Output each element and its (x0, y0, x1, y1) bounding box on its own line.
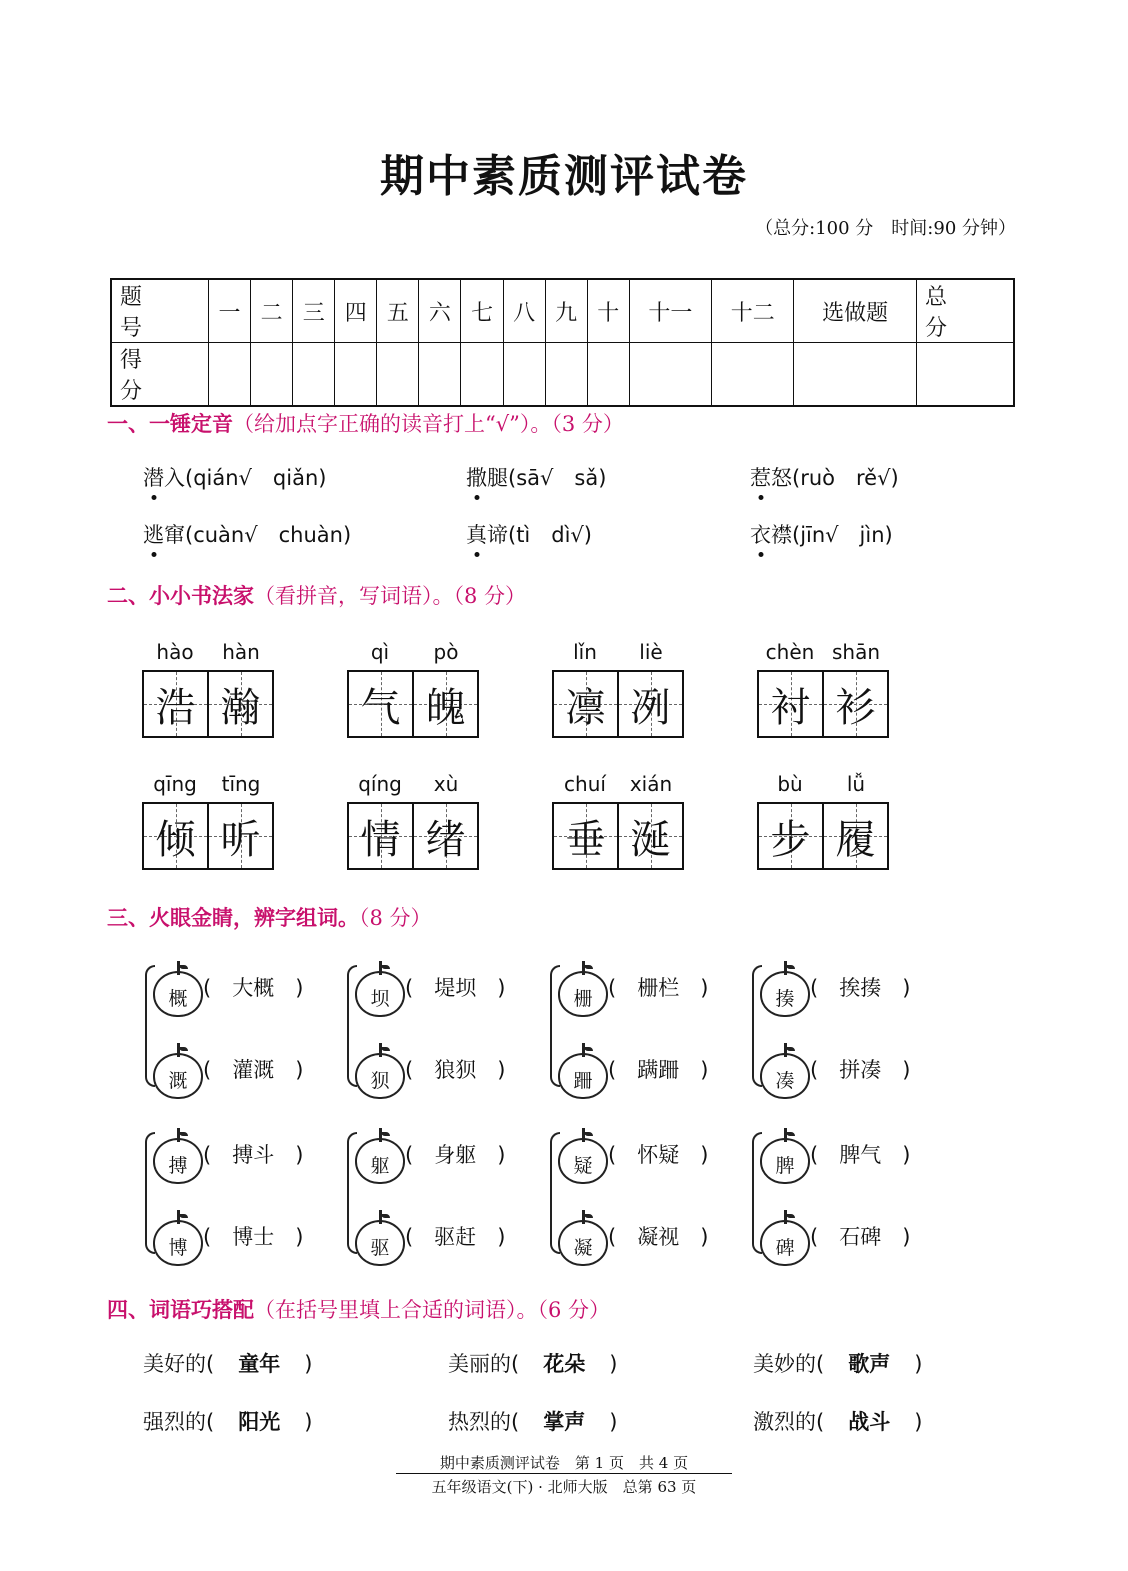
pinyin-row (347, 772, 481, 802)
dotted-char: 衣 (750, 519, 771, 549)
word-answer[interactable]: ( 灌溉 ) (203, 1058, 304, 1082)
apple-icon (558, 1053, 608, 1099)
score-header-cell: 四 (335, 279, 377, 343)
apple-char: 驱 (370, 1236, 390, 1259)
dotted-char: 惹 (750, 462, 771, 492)
writing-pair (142, 640, 276, 738)
score-input-cell[interactable] (293, 343, 335, 407)
score-input-cell[interactable] (209, 343, 251, 407)
collocation-item (753, 1348, 922, 1378)
grid-cell (759, 804, 822, 868)
written-char: 魄 (425, 684, 466, 731)
word-answer[interactable]: ( 驱赶 ) (405, 1225, 506, 1249)
apple-icon (355, 1138, 405, 1184)
writing-pair (347, 772, 481, 870)
close-paren: ) (609, 1352, 618, 1376)
close-paren: ) (304, 1352, 313, 1376)
collocation-label: 美好的( (143, 1352, 215, 1376)
pinyin: bù (777, 772, 803, 796)
written-char: 听 (220, 816, 261, 863)
apple-char: 栅 (573, 987, 593, 1010)
pinyin: hàn (222, 640, 260, 664)
written-char: 衫 (835, 684, 876, 731)
word-answer[interactable]: ( 凝视 ) (608, 1225, 709, 1249)
tian-grid[interactable] (552, 670, 684, 738)
char-compare-group (550, 957, 720, 1092)
pinyin-options: (qián√ qiǎn) (185, 466, 327, 490)
pinyin-row (142, 640, 276, 670)
score-header-cell: 选做题 (794, 279, 917, 343)
word-answer[interactable]: ( 大概 ) (203, 976, 304, 1000)
writing-pair (757, 772, 891, 870)
char-compare-group (145, 1124, 315, 1259)
word-answer[interactable]: ( 挨揍 ) (810, 976, 911, 1000)
char-compare-group (550, 1124, 720, 1259)
grid-cell (759, 672, 822, 736)
close-paren: ) (914, 1410, 923, 1434)
section-2-heading: 二、小小书法家（看拼音，写词语）。（8 分） (107, 583, 527, 608)
word-answer[interactable]: ( 拼凑 ) (810, 1058, 911, 1082)
apple-leaf (179, 1047, 188, 1051)
apple-icon (153, 1220, 203, 1266)
score-header-cell: 三 (293, 279, 335, 343)
collocation-label: 强烈的( (143, 1410, 215, 1434)
writing-pair (757, 640, 891, 738)
writing-pair (347, 640, 481, 738)
grid-cell (554, 804, 617, 868)
collocation-answer[interactable]: 战斗 (848, 1410, 891, 1434)
tian-grid[interactable] (552, 802, 684, 870)
pinyin: xián (629, 772, 673, 796)
score-input-cell[interactable] (377, 343, 419, 407)
pronunciation-item (143, 462, 326, 492)
dotted-char: 逃 (143, 519, 164, 549)
apple-leaf (786, 1214, 795, 1218)
word-answer[interactable]: ( 脾气 ) (810, 1143, 911, 1167)
written-char: 步 (770, 816, 811, 863)
apple-icon (153, 1138, 203, 1184)
apple-leaf (786, 965, 795, 969)
footer-line-1: 期中素质测评试卷 第 1 页 共 4 页 (439, 1454, 689, 1472)
pinyin-options: (sā√ sǎ) (508, 466, 607, 490)
apple-char: 狈 (370, 1069, 390, 1092)
grid-cell (207, 804, 272, 868)
written-char: 涎 (630, 816, 671, 863)
score-input-cell[interactable] (251, 343, 293, 407)
pinyin: qīng (153, 772, 197, 796)
collocation-answer[interactable]: 花朵 (543, 1352, 586, 1376)
apple-icon (355, 1220, 405, 1266)
word-answer[interactable]: ( 栅栏 ) (608, 976, 709, 1000)
apple-icon (355, 1053, 405, 1099)
pronunciation-item (750, 462, 899, 492)
word-answer[interactable]: ( 搏斗 ) (203, 1143, 304, 1167)
written-char: 瀚 (220, 684, 261, 731)
apple-leaf (584, 1132, 593, 1136)
char-compare-group (347, 1124, 517, 1259)
collocation-answer[interactable]: 掌声 (543, 1410, 586, 1434)
score-input-cell[interactable] (461, 343, 503, 407)
score-header-cell: 一 (209, 279, 251, 343)
dotted-char: 撒 (466, 462, 487, 492)
apple-icon (760, 1220, 810, 1266)
pinyin: qì (370, 640, 390, 664)
score-input-cell[interactable] (917, 343, 1015, 407)
close-paren: ) (609, 1410, 618, 1434)
grid-cell (349, 672, 412, 736)
pinyin: chèn (765, 640, 815, 664)
collocation-label: 美妙的( (753, 1352, 825, 1376)
pinyin-options: (jīn√ jìn) (792, 523, 893, 547)
grid-cell (822, 672, 887, 736)
score-input-cell[interactable] (545, 343, 587, 407)
written-char: 凛 (565, 684, 606, 731)
word-answer[interactable]: ( 蹒跚 ) (608, 1058, 709, 1082)
word-answer[interactable]: ( 博士 ) (203, 1225, 304, 1249)
apple-char: 坝 (370, 987, 390, 1010)
pinyin-options: (tì dì√) (508, 523, 592, 547)
tian-grid[interactable] (347, 802, 479, 870)
exam-meta: （总分:100 分 时间:90 分钟） (755, 218, 1016, 239)
pronunciation-item (466, 519, 592, 549)
apple-icon (355, 971, 405, 1017)
word-answer[interactable]: ( 狼狈 ) (405, 1058, 506, 1082)
tian-grid[interactable] (757, 802, 889, 870)
pinyin: tīng (221, 772, 261, 796)
collocation-item (143, 1406, 312, 1436)
section-3-heading: 三、火眼金睛，辨字组词。（8 分） (107, 905, 432, 930)
writing-pair (552, 640, 686, 738)
grid-cell (554, 672, 617, 736)
score-header-cell: 二 (251, 279, 293, 343)
pinyin-row (757, 640, 891, 670)
score-header-cell: 八 (503, 279, 545, 343)
score-header-cell: 七 (461, 279, 503, 343)
apple-leaf (584, 1047, 593, 1051)
grid-cell (349, 804, 412, 868)
apple-char: 跚 (573, 1069, 593, 1092)
char-compare-group (347, 957, 517, 1092)
grid-cell (412, 804, 477, 868)
pinyin: lǚ (846, 772, 866, 796)
apple-leaf (584, 1214, 593, 1218)
section-4-heading: 四、词语巧搭配（在括号里填上合适的词语）。（6 分） (107, 1297, 611, 1322)
tian-grid[interactable] (347, 670, 479, 738)
apple-char: 凑 (775, 1069, 795, 1092)
apple-char: 搏 (168, 1154, 188, 1177)
apple-icon (153, 971, 203, 1017)
pinyin-row (142, 772, 276, 802)
grid-cell (144, 804, 207, 868)
grid-cell (412, 672, 477, 736)
page-title: 期中素质测评试卷 (380, 151, 748, 202)
word-char: 窜 (164, 523, 185, 547)
word-answer[interactable]: ( 堤坝 ) (405, 976, 506, 1000)
written-char: 履 (835, 816, 876, 863)
score-input-cell[interactable] (419, 343, 461, 407)
score-label-cell: 得 分 (111, 343, 209, 407)
tian-grid[interactable] (142, 802, 274, 870)
written-char: 绪 (425, 816, 466, 863)
written-char: 情 (360, 816, 401, 863)
pronunciation-item (750, 519, 893, 549)
written-char: 气 (360, 684, 401, 731)
apple-leaf (381, 1047, 390, 1051)
score-header-row (111, 279, 1014, 343)
collocation-answer[interactable]: 童年 (238, 1352, 281, 1376)
apple-icon (760, 971, 810, 1017)
apple-char: 脾 (775, 1154, 795, 1177)
apple-char: 揍 (775, 987, 795, 1010)
score-input-cell[interactable] (587, 343, 629, 407)
apple-char: 概 (168, 987, 188, 1010)
apple-char: 凝 (573, 1236, 593, 1259)
score-header-cell: 题 号 (111, 279, 209, 343)
char-compare-group (145, 957, 315, 1092)
pinyin-row (552, 640, 686, 670)
writing-pair (142, 772, 276, 870)
word-answer[interactable]: ( 身躯 ) (405, 1143, 506, 1167)
apple-leaf (179, 1132, 188, 1136)
apple-leaf (584, 965, 593, 969)
collocation-label: 美丽的( (448, 1352, 520, 1376)
pinyin-row (347, 640, 481, 670)
word-char: 谛 (487, 523, 508, 547)
collocation-answer[interactable]: 阳光 (238, 1410, 281, 1434)
score-header-cell: 六 (419, 279, 461, 343)
word-answer[interactable]: ( 怀疑 ) (608, 1143, 709, 1167)
score-header-cell: 五 (377, 279, 419, 343)
grid-cell (822, 804, 887, 868)
apple-icon (558, 1138, 608, 1184)
score-header-cell: 总 分 (917, 279, 1015, 343)
pronunciation-item (466, 462, 606, 492)
pinyin-options: (ruò rě√) (792, 466, 899, 490)
apple-leaf (381, 1132, 390, 1136)
written-char: 冽 (630, 684, 671, 731)
pinyin: hào (156, 640, 194, 664)
apple-char: 溉 (168, 1069, 188, 1092)
apple-leaf (786, 1132, 795, 1136)
score-input-cell[interactable] (629, 343, 711, 407)
pinyin: qíng (358, 772, 402, 796)
apple-icon (760, 1138, 810, 1184)
score-input-cell[interactable] (335, 343, 377, 407)
pronunciation-item (143, 519, 351, 549)
pinyin: chuí (564, 772, 606, 796)
grid-cell (617, 672, 682, 736)
score-input-cell[interactable] (712, 343, 794, 407)
grid-cell (207, 672, 272, 736)
grid-cell (144, 672, 207, 736)
collocation-item (448, 1348, 617, 1378)
pinyin-row (552, 772, 686, 802)
score-input-cell[interactable] (794, 343, 917, 407)
pinyin: shān (831, 640, 881, 664)
pinyin: liè (639, 640, 663, 664)
dotted-char: 真 (466, 519, 487, 549)
collocation-label: 热烈的( (448, 1410, 520, 1434)
pinyin-options: (cuàn√ chuàn) (185, 523, 352, 547)
score-table (110, 278, 1015, 407)
written-char: 浩 (155, 684, 196, 731)
apple-leaf (381, 1214, 390, 1218)
footer-line-2: 五年级语文(下) · 北师大版 总第 63 页 (431, 1478, 697, 1496)
pinyin: pò (433, 640, 459, 664)
apple-icon (558, 971, 608, 1017)
section-1-heading: 一、一锤定音（给加点字正确的读音打上“√”）。（3 分） (107, 411, 624, 436)
word-char: 襟 (771, 523, 792, 547)
apple-leaf (179, 965, 188, 969)
collocation-item (143, 1348, 312, 1378)
dotted-char: 潜 (143, 462, 164, 492)
close-paren: ) (914, 1352, 923, 1376)
apple-leaf (381, 965, 390, 969)
score-input-cell[interactable] (503, 343, 545, 407)
apple-icon (760, 1053, 810, 1099)
score-header-cell: 十一 (629, 279, 711, 343)
collocation-label: 激烈的( (753, 1410, 825, 1434)
pinyin: lǐn (573, 640, 597, 664)
written-char: 衬 (770, 684, 811, 731)
word-answer[interactable]: ( 石碑 ) (810, 1225, 911, 1249)
written-char: 倾 (155, 816, 196, 863)
apple-icon (153, 1053, 203, 1099)
pinyin-row (757, 772, 891, 802)
word-char: 怒 (771, 466, 792, 490)
collocation-item (448, 1406, 617, 1436)
apple-char: 碑 (775, 1236, 795, 1259)
grid-cell (617, 804, 682, 868)
footer-divider (396, 1473, 732, 1474)
score-header-cell: 十 (587, 279, 629, 343)
pinyin: xù (433, 772, 459, 796)
tian-grid[interactable] (757, 670, 889, 738)
apple-leaf (179, 1214, 188, 1218)
close-paren: ) (304, 1410, 313, 1434)
apple-icon (558, 1220, 608, 1266)
apple-char: 躯 (370, 1154, 390, 1177)
word-char: 腿 (487, 466, 508, 490)
score-value-row (111, 343, 1014, 407)
collocation-item (753, 1406, 922, 1436)
writing-pair (552, 772, 686, 870)
tian-grid[interactable] (142, 670, 274, 738)
apple-char: 博 (168, 1236, 188, 1259)
written-char: 垂 (565, 816, 606, 863)
score-header-cell: 九 (545, 279, 587, 343)
apple-leaf (786, 1047, 795, 1051)
word-char: 入 (164, 466, 185, 490)
collocation-answer[interactable]: 歌声 (848, 1352, 891, 1376)
char-compare-group (752, 1124, 922, 1259)
score-header-cell: 十二 (712, 279, 794, 343)
apple-char: 疑 (573, 1154, 593, 1177)
char-compare-group (752, 957, 922, 1092)
